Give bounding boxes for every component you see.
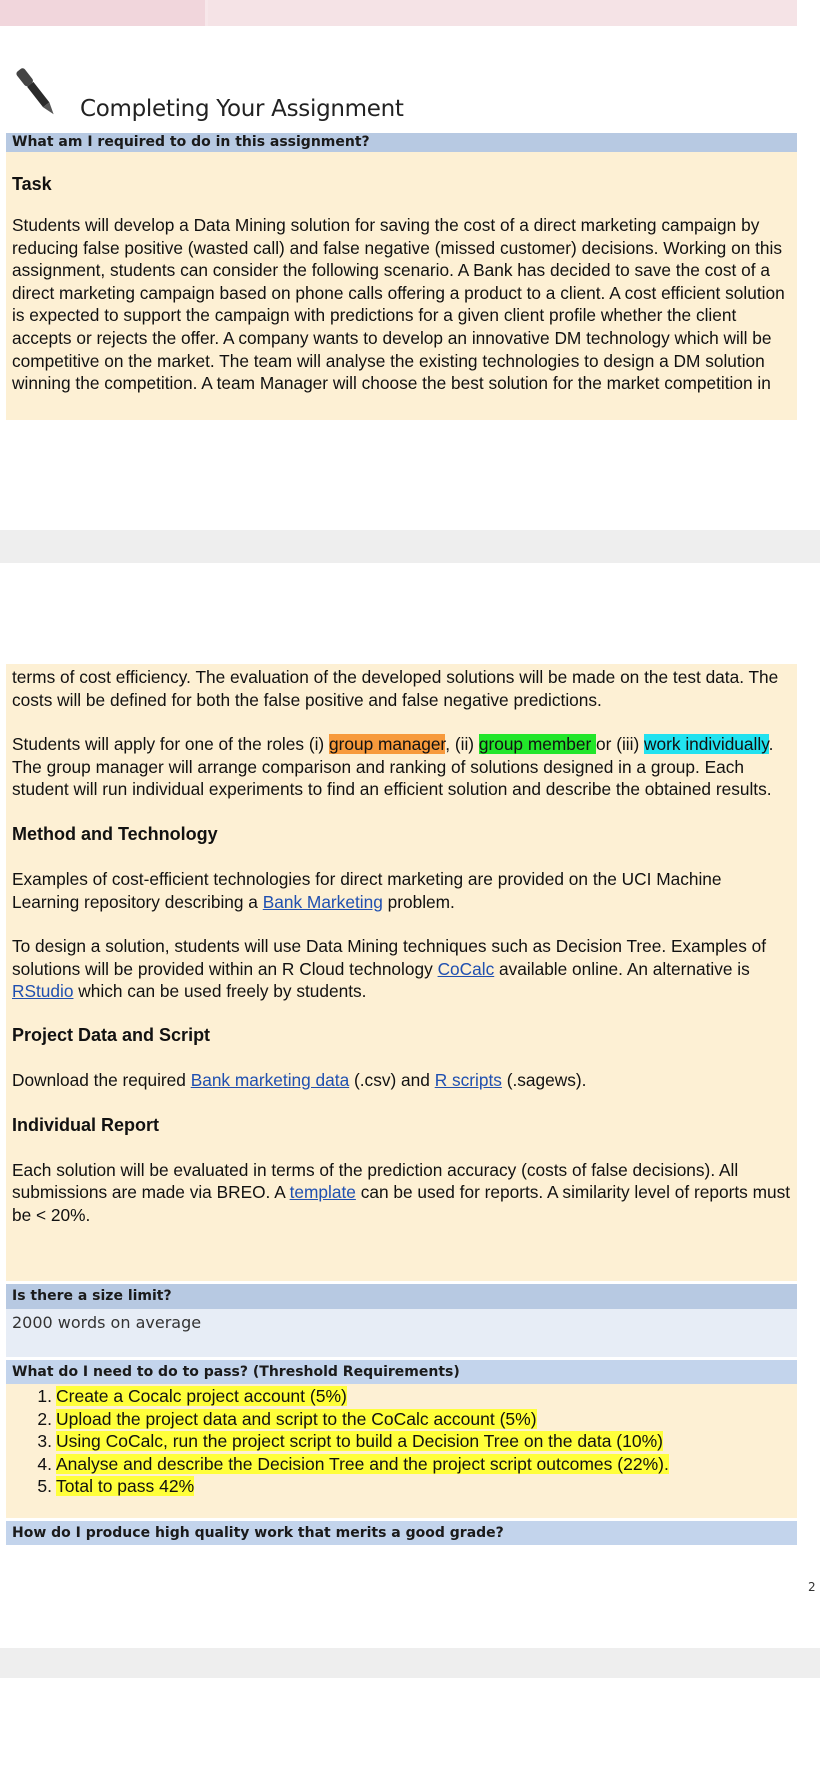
- page-title: Completing Your Assignment: [80, 96, 404, 122]
- rstudio-link[interactable]: RStudio: [12, 981, 74, 1002]
- bank-data-link[interactable]: Bank marketing data: [190, 1069, 350, 1090]
- pen-icon: [12, 62, 62, 124]
- size-limit-answer: 2000 words on average: [6, 1309, 797, 1357]
- task-box-page1: [6, 152, 797, 420]
- data-paragraph: Download the required Bank marketing data (.csv) and R scripts (.sagews).: [12, 1069, 587, 1090]
- template-link[interactable]: template: [289, 1182, 356, 1203]
- task-box-page2: [6, 664, 797, 1281]
- role-group-manager: group manager: [328, 734, 446, 755]
- report-paragraph: Each solution will be evaluated in terms of the prediction accuracy (costs of false decisions). All submissions are made via BREO. A template can be used for reports. A similarity level of reports must be < 20%.: [12, 1159, 791, 1225]
- r-scripts-link[interactable]: R scripts: [434, 1069, 502, 1090]
- role-work-individually: work individually: [644, 734, 769, 755]
- quality-question-bar: How do I produce high quality work that merits a good grade?: [6, 1521, 797, 1545]
- pass-requirements-box: [6, 1384, 797, 1518]
- requirement-number: 4.: [37, 1453, 52, 1474]
- requirement-text: Using CoCalc, run the project script to build a Decision Tree on the data (10%): [56, 1431, 663, 1452]
- requirement-text: Upload the project data and script to the CoCalc account (5%): [56, 1408, 537, 1429]
- requirement-item: [28, 1453, 791, 1476]
- cocalc-link[interactable]: CoCalc: [437, 958, 495, 979]
- requirement-number: 5.: [37, 1476, 52, 1497]
- page-1: [0, 0, 820, 530]
- size-limit-question-bar: Is there a size limit?: [6, 1284, 797, 1309]
- top-table-strip: [0, 0, 797, 26]
- page-3: [0, 1678, 820, 1778]
- requirement-item: [28, 1430, 791, 1453]
- page-number: 2: [808, 1580, 816, 1594]
- page-gap-1: [0, 530, 820, 563]
- bank-marketing-link[interactable]: Bank Marketing: [262, 891, 383, 912]
- task-heading: Task: [12, 174, 52, 194]
- method-paragraph-1: Examples of cost-efficient technologies for direct marketing are provided on the UCI Machine Learning repository describing a Bank Marketing problem.: [12, 868, 722, 912]
- task-paragraph-2: terms of cost efficiency. The evaluation of the developed solutions will be made on the test data. The costs will be defined for both the false positive and false negative predictions.: [12, 667, 779, 710]
- roles-paragraph: Students will apply for one of the roles (i) group manager, (ii) group member or (iii) work individually. The group manager will arrange comparison and ranking of solutions designed in a group. Each student will run individual experiments to find an efficient solution and describe the obtained results.: [12, 734, 774, 800]
- requirement-text: Create a Cocalc project account (5%): [56, 1386, 347, 1406]
- report-heading: Individual Report: [12, 1114, 160, 1135]
- data-heading: Project Data and Script: [12, 1024, 211, 1045]
- requirement-item: [28, 1408, 791, 1431]
- requirement-number: 1.: [37, 1386, 52, 1406]
- requirement-number: 2.: [37, 1408, 52, 1429]
- page-gap-2: [0, 1648, 820, 1678]
- requirement-number: 3.: [37, 1431, 52, 1452]
- task-paragraph-1: Students will develop a Data Mining solution for saving the cost of a direct marketing campaign by reducing false positive (wasted call) and false negative (missed customer) decisions. Working on this assignment, students can consider the following scenario. A Bank has decided to save the cost of a direct marketing campaign based on phone calls offering a product to a client. A cost efficient solution is expected to support the campaign with predictions for a given client profile whether the client accepts or rejects the offer. A company wants to develop an innovative DM technology which will be competitive on the market. The team will analyse the existing technologies to design a DM solution winning the competition. A team Manager will choose the best solution for the market competition in: [12, 215, 785, 394]
- requirements-list: [28, 1385, 791, 1498]
- requirement-text: Analyse and describe the Decision Tree and the project script outcomes (22%).: [56, 1453, 669, 1474]
- requirement-item: [28, 1385, 791, 1408]
- requirement-text: Total to pass 42%: [56, 1476, 195, 1497]
- method-heading: Method and Technology: [12, 823, 218, 844]
- role-group-member: group member: [478, 734, 597, 755]
- requirement-item: [28, 1475, 791, 1498]
- required-question-bar: What am I required to do in this assignment?: [6, 133, 797, 152]
- pass-question-bar: What do I need to do to pass? (Threshold Requirements): [6, 1360, 797, 1384]
- method-paragraph-2: To design a solution, students will use Data Mining techniques such as Decision Tree. Examples of solutions will be provided within an R Cloud technology CoCalc available online. An alternative is RStudio which can be used freely by students.: [12, 936, 767, 1002]
